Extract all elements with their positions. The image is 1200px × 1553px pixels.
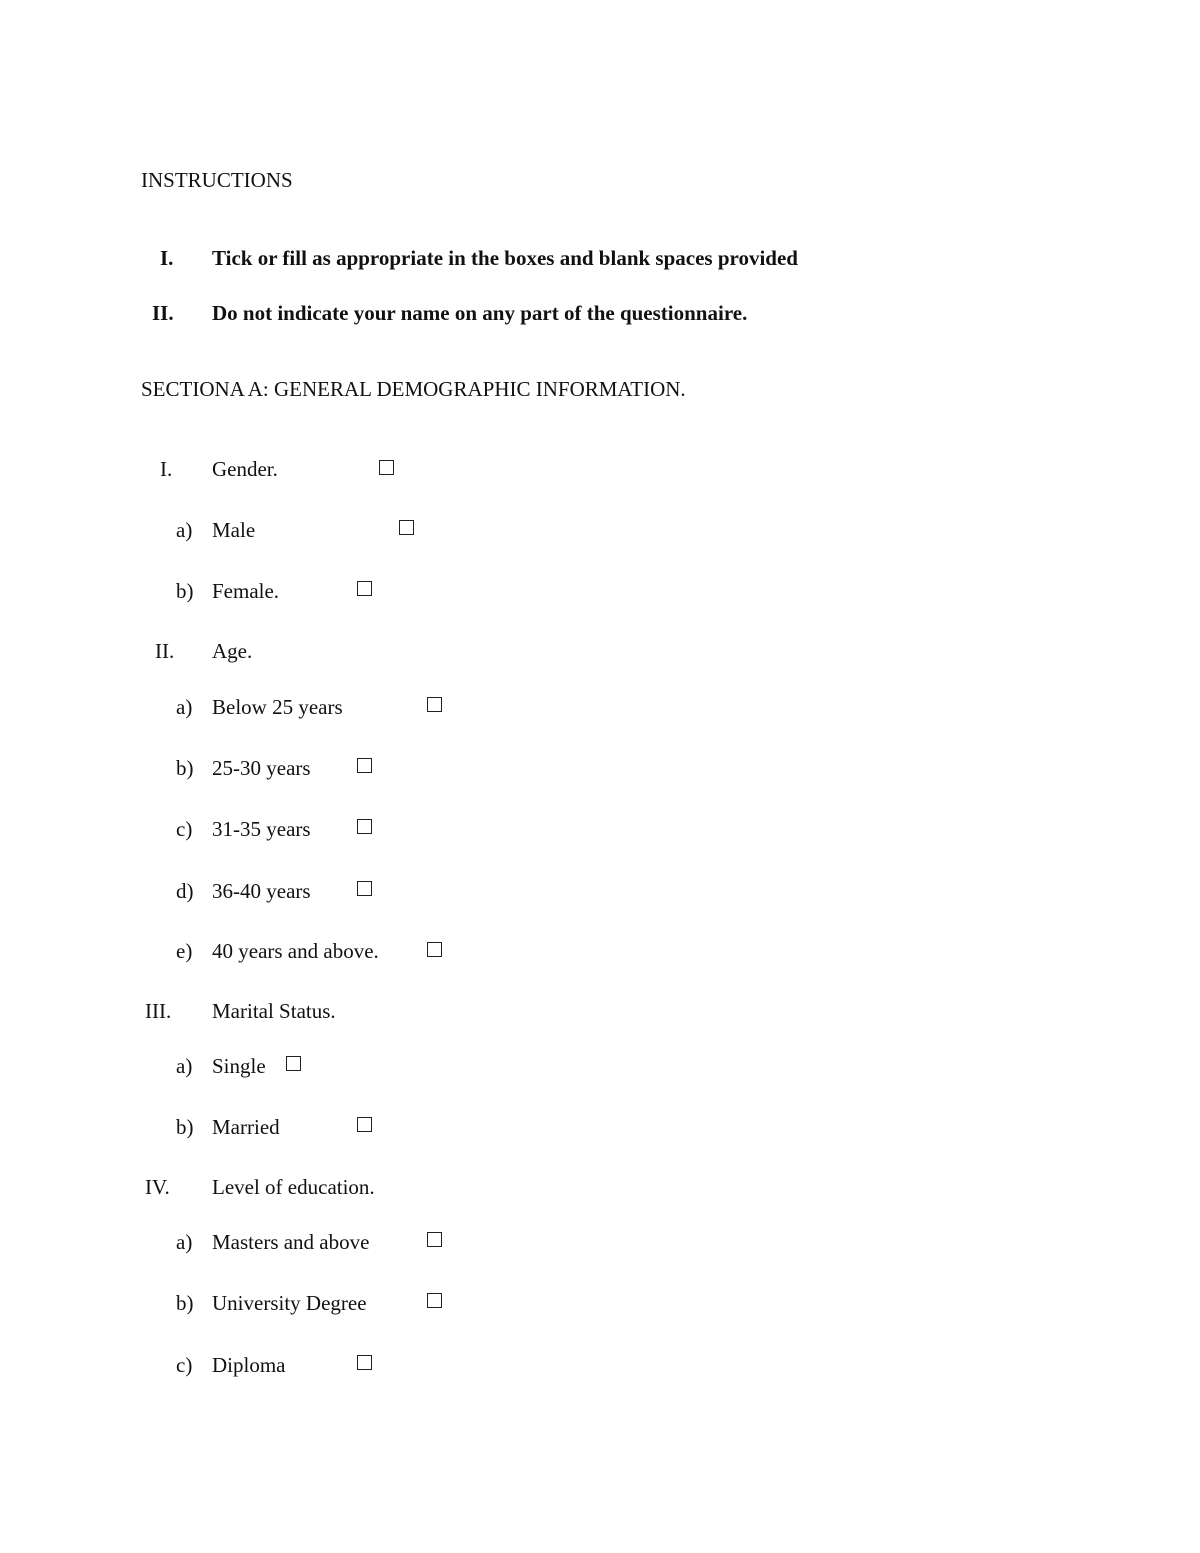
question-label-education: Level of education. [212,1175,375,1199]
option-label: University Degree [212,1291,367,1315]
option-letter: e) [176,939,193,963]
instruction-numeral: II. [152,301,174,325]
option-label: Male [212,518,256,542]
question-numeral: II. [155,639,175,663]
question-label-marital-status: Marital Status. [212,999,336,1023]
option-letter: a) [176,1054,193,1078]
question-numeral: IV. [145,1175,170,1199]
option-letter: a) [176,695,193,719]
option-label: Female. [212,579,280,603]
instruction-text: Do not indicate your name on any part of the questionnaire. [212,301,748,325]
option-label: 31-35 years [212,817,311,841]
option-letter: b) [176,1115,194,1139]
option-label: Diploma [212,1353,286,1377]
male-checkbox[interactable] [399,520,414,535]
age-36-40-checkbox[interactable] [357,881,372,896]
option-letter: c) [176,1353,193,1377]
option-letter: b) [176,579,194,603]
option-label: 25-30 years [212,756,311,780]
question-label-age: Age. [212,639,253,663]
option-label: 36-40 years [212,879,311,903]
option-letter: d) [176,879,194,903]
option-letter: a) [176,1230,193,1254]
option-letter: b) [176,756,194,780]
option-label: 40 years and above. [212,939,379,963]
instruction-numeral: I. [160,246,174,270]
question-label-gender: Gender. [212,457,278,481]
option-label: Married [212,1115,280,1139]
instructions-heading: INSTRUCTIONS [141,168,293,192]
married-checkbox[interactable] [357,1117,372,1132]
section-heading: SECTIONA A: GENERAL DEMOGRAPHIC INFORMATION. [141,377,686,401]
option-letter: c) [176,817,193,841]
gender-checkbox[interactable] [379,460,394,475]
option-letter: a) [176,518,193,542]
diploma-checkbox[interactable] [357,1355,372,1370]
age-40-above-checkbox[interactable] [427,942,442,957]
option-label: Masters and above [212,1230,370,1254]
instruction-text: Tick or fill as appropriate in the boxes and blank spaces provided [212,246,798,270]
masters-checkbox[interactable] [427,1232,442,1247]
age-31-35-checkbox[interactable] [357,819,372,834]
female-checkbox[interactable] [357,581,372,596]
university-degree-checkbox[interactable] [427,1293,442,1308]
single-checkbox[interactable] [286,1056,301,1071]
age-25-30-checkbox[interactable] [357,758,372,773]
option-label: Single [212,1054,266,1078]
age-below-25-checkbox[interactable] [427,697,442,712]
question-numeral: III. [145,999,172,1023]
question-numeral: I. [160,457,173,481]
option-label: Below 25 years [212,695,343,719]
option-letter: b) [176,1291,194,1315]
